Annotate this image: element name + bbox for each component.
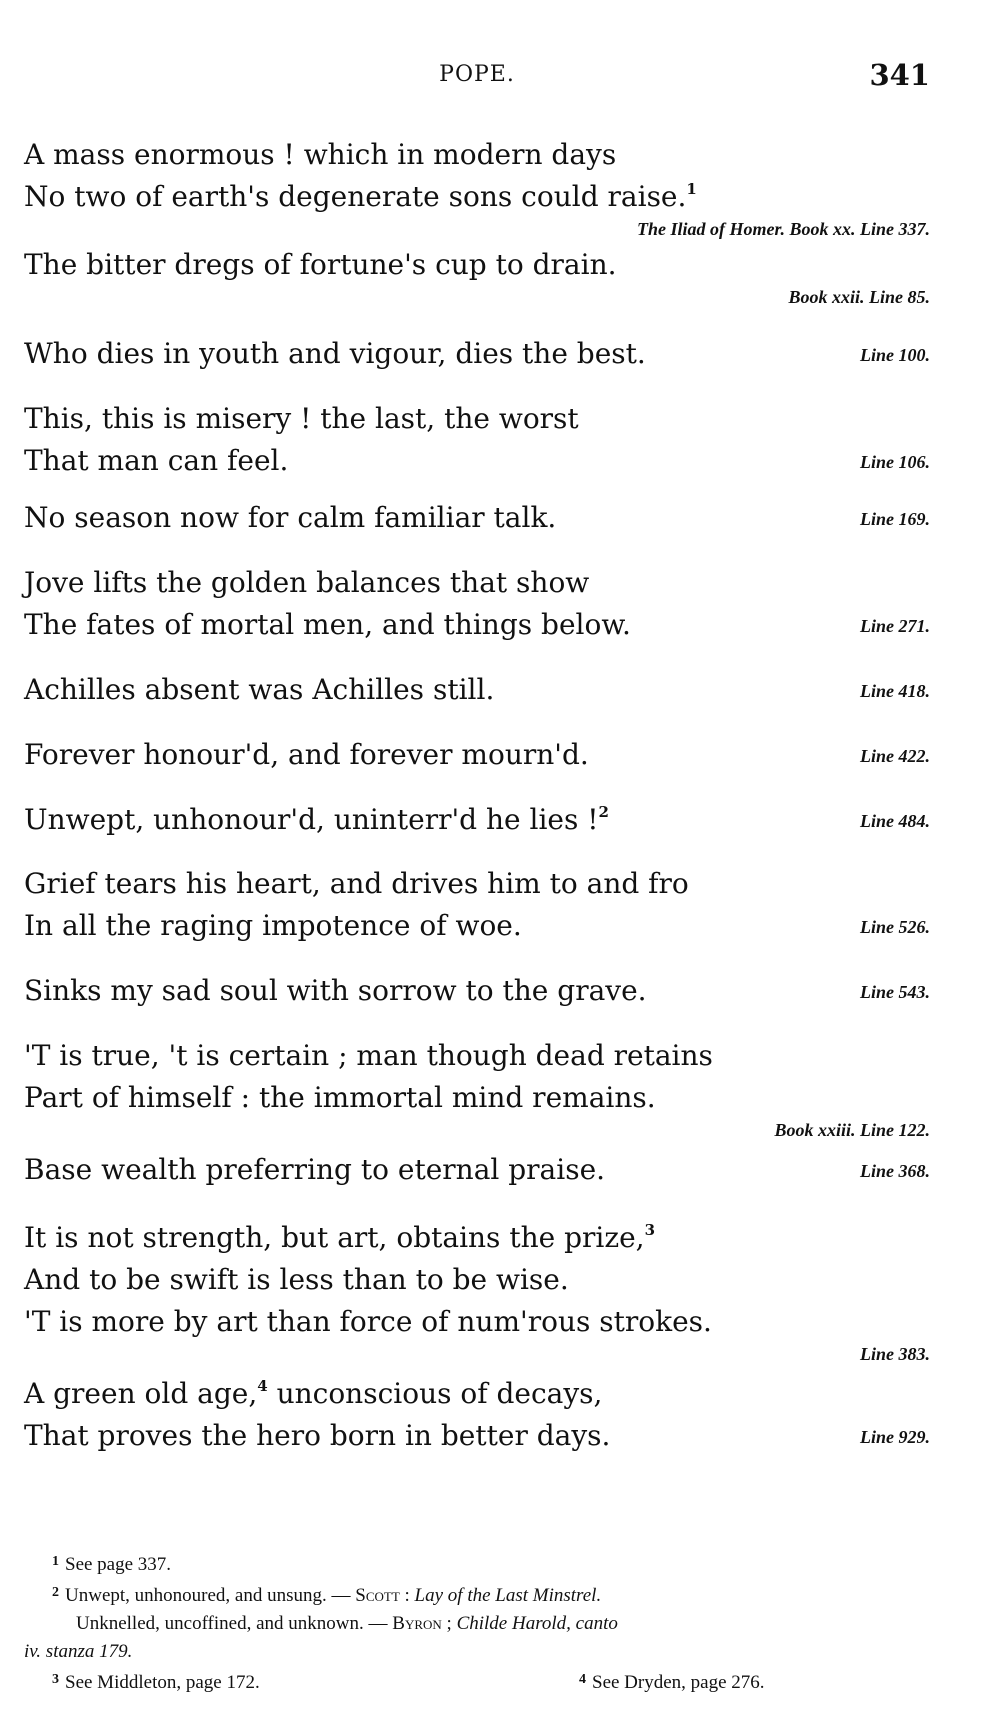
citation: Line 422.	[860, 746, 930, 766]
footnote-marker: 2	[598, 803, 609, 821]
verse-line: The fates of mortal men, and things below.	[24, 608, 631, 641]
verse-line: Who dies in youth and vigour, dies the best.	[24, 337, 646, 370]
quotation-list	[24, 134, 930, 1463]
verse-line: No season now for calm familiar talk.	[24, 501, 557, 534]
verse-line: It is not strength, but art, obtains the prize,$^3$	[24, 1221, 656, 1254]
citation: Line 418.	[860, 681, 930, 701]
quote-block	[24, 669, 930, 734]
verse-line: Achilles absent was Achilles still.	[24, 673, 495, 706]
citation: Line 383.	[860, 1344, 930, 1364]
quote-block	[24, 799, 930, 863]
footnote-marker: 1	[686, 180, 697, 198]
page-header	[24, 58, 930, 98]
quote-block	[24, 244, 930, 333]
verse-line: The bitter dregs of fortune's cup to drain.	[24, 248, 617, 281]
footnote-3-4: $^3$ See Middleton, page 172. $^4$ See Dryden, page 276.	[24, 1666, 930, 1697]
citation: The Iliad of Homer. Book xx. Line 337.	[636, 219, 930, 239]
footnote-2-end: iv. stanza 179.	[24, 1641, 133, 1662]
citation: Book xxiii. Line 122.	[774, 1120, 930, 1140]
citation: Line 106.	[860, 452, 930, 472]
verse-line: 'T is true, 't is certain ; man though dead retains	[24, 1039, 713, 1072]
footnote-marker: 4	[257, 1377, 268, 1395]
running-head: POPE.	[439, 62, 515, 87]
verse-line: Unwept, unhonour'd, uninterr'd he lies !$^2$	[24, 803, 609, 836]
citation: Line 271.	[860, 616, 930, 636]
verse-line: In all the raging impotence of woe.	[24, 909, 522, 942]
quote-block	[24, 497, 930, 562]
verse-line: Forever honour'd, and forever mourn'd.	[24, 738, 589, 771]
verse-line: Jove lifts the golden balances that show	[24, 566, 590, 599]
verse-line: 'T is more by art than force of num'rous strokes.	[24, 1305, 712, 1338]
verse-line: No two of earth's degenerate sons could raise.$^1$	[24, 180, 697, 213]
verse-line: A green old age,$^4$ unconscious of decays,	[24, 1377, 603, 1410]
verse-line: A mass enormous ! which in modern days	[24, 138, 617, 171]
citation: Line 100.	[860, 345, 930, 365]
citation: Line 169.	[860, 509, 930, 529]
quote-block	[24, 863, 930, 970]
verse-line: Sinks my sad soul with sorrow to the grave.	[24, 974, 647, 1007]
verse-line: Grief tears his heart, and drives him to and fro	[24, 867, 689, 900]
citation: Line 484.	[860, 811, 930, 831]
footnote-2-continued: Unknelled, uncoffined, and unknown. — Byron ; Childe Harold, canto	[76, 1613, 618, 1634]
citation: Line 368.	[860, 1161, 930, 1181]
verse-line: And to be swift is less than to be wise.	[24, 1263, 569, 1296]
citation: Book xxii. Line 85.	[788, 287, 930, 307]
footnote-1: $^1$ See page 337.	[52, 1554, 172, 1575]
quote-block	[24, 734, 930, 799]
quote-block	[24, 562, 930, 669]
verse-line: This, this is misery ! the last, the worst	[24, 402, 579, 435]
verse-line: Part of himself : the immortal mind remains.	[24, 1081, 656, 1114]
quote-block	[24, 1035, 930, 1149]
quote-block	[24, 398, 930, 497]
quote-block	[24, 970, 930, 1035]
citation: Line 929.	[860, 1427, 930, 1447]
footnote-marker: 3	[644, 1221, 656, 1239]
quote-block	[24, 1217, 930, 1373]
verse-line: That proves the hero born in better days.	[24, 1419, 611, 1452]
quote-block	[24, 134, 930, 244]
verse-line: Base wealth preferring to eternal praise.	[24, 1153, 606, 1186]
quote-block	[24, 1373, 930, 1463]
citation: Line 526.	[860, 917, 930, 937]
quote-block	[24, 333, 930, 398]
citation: Line 543.	[860, 982, 930, 1002]
verse-line: That man can feel.	[24, 444, 289, 477]
footnote-4: $^4$ See Dryden, page 276.	[579, 1672, 765, 1693]
page-number: 341	[869, 58, 930, 92]
quote-block	[24, 1149, 930, 1217]
footnotes	[24, 1548, 930, 1697]
footnote-2: $^2$ Unwept, unhonoured, and unsung. — Scott : Lay of the Last Minstrel.	[52, 1585, 602, 1606]
